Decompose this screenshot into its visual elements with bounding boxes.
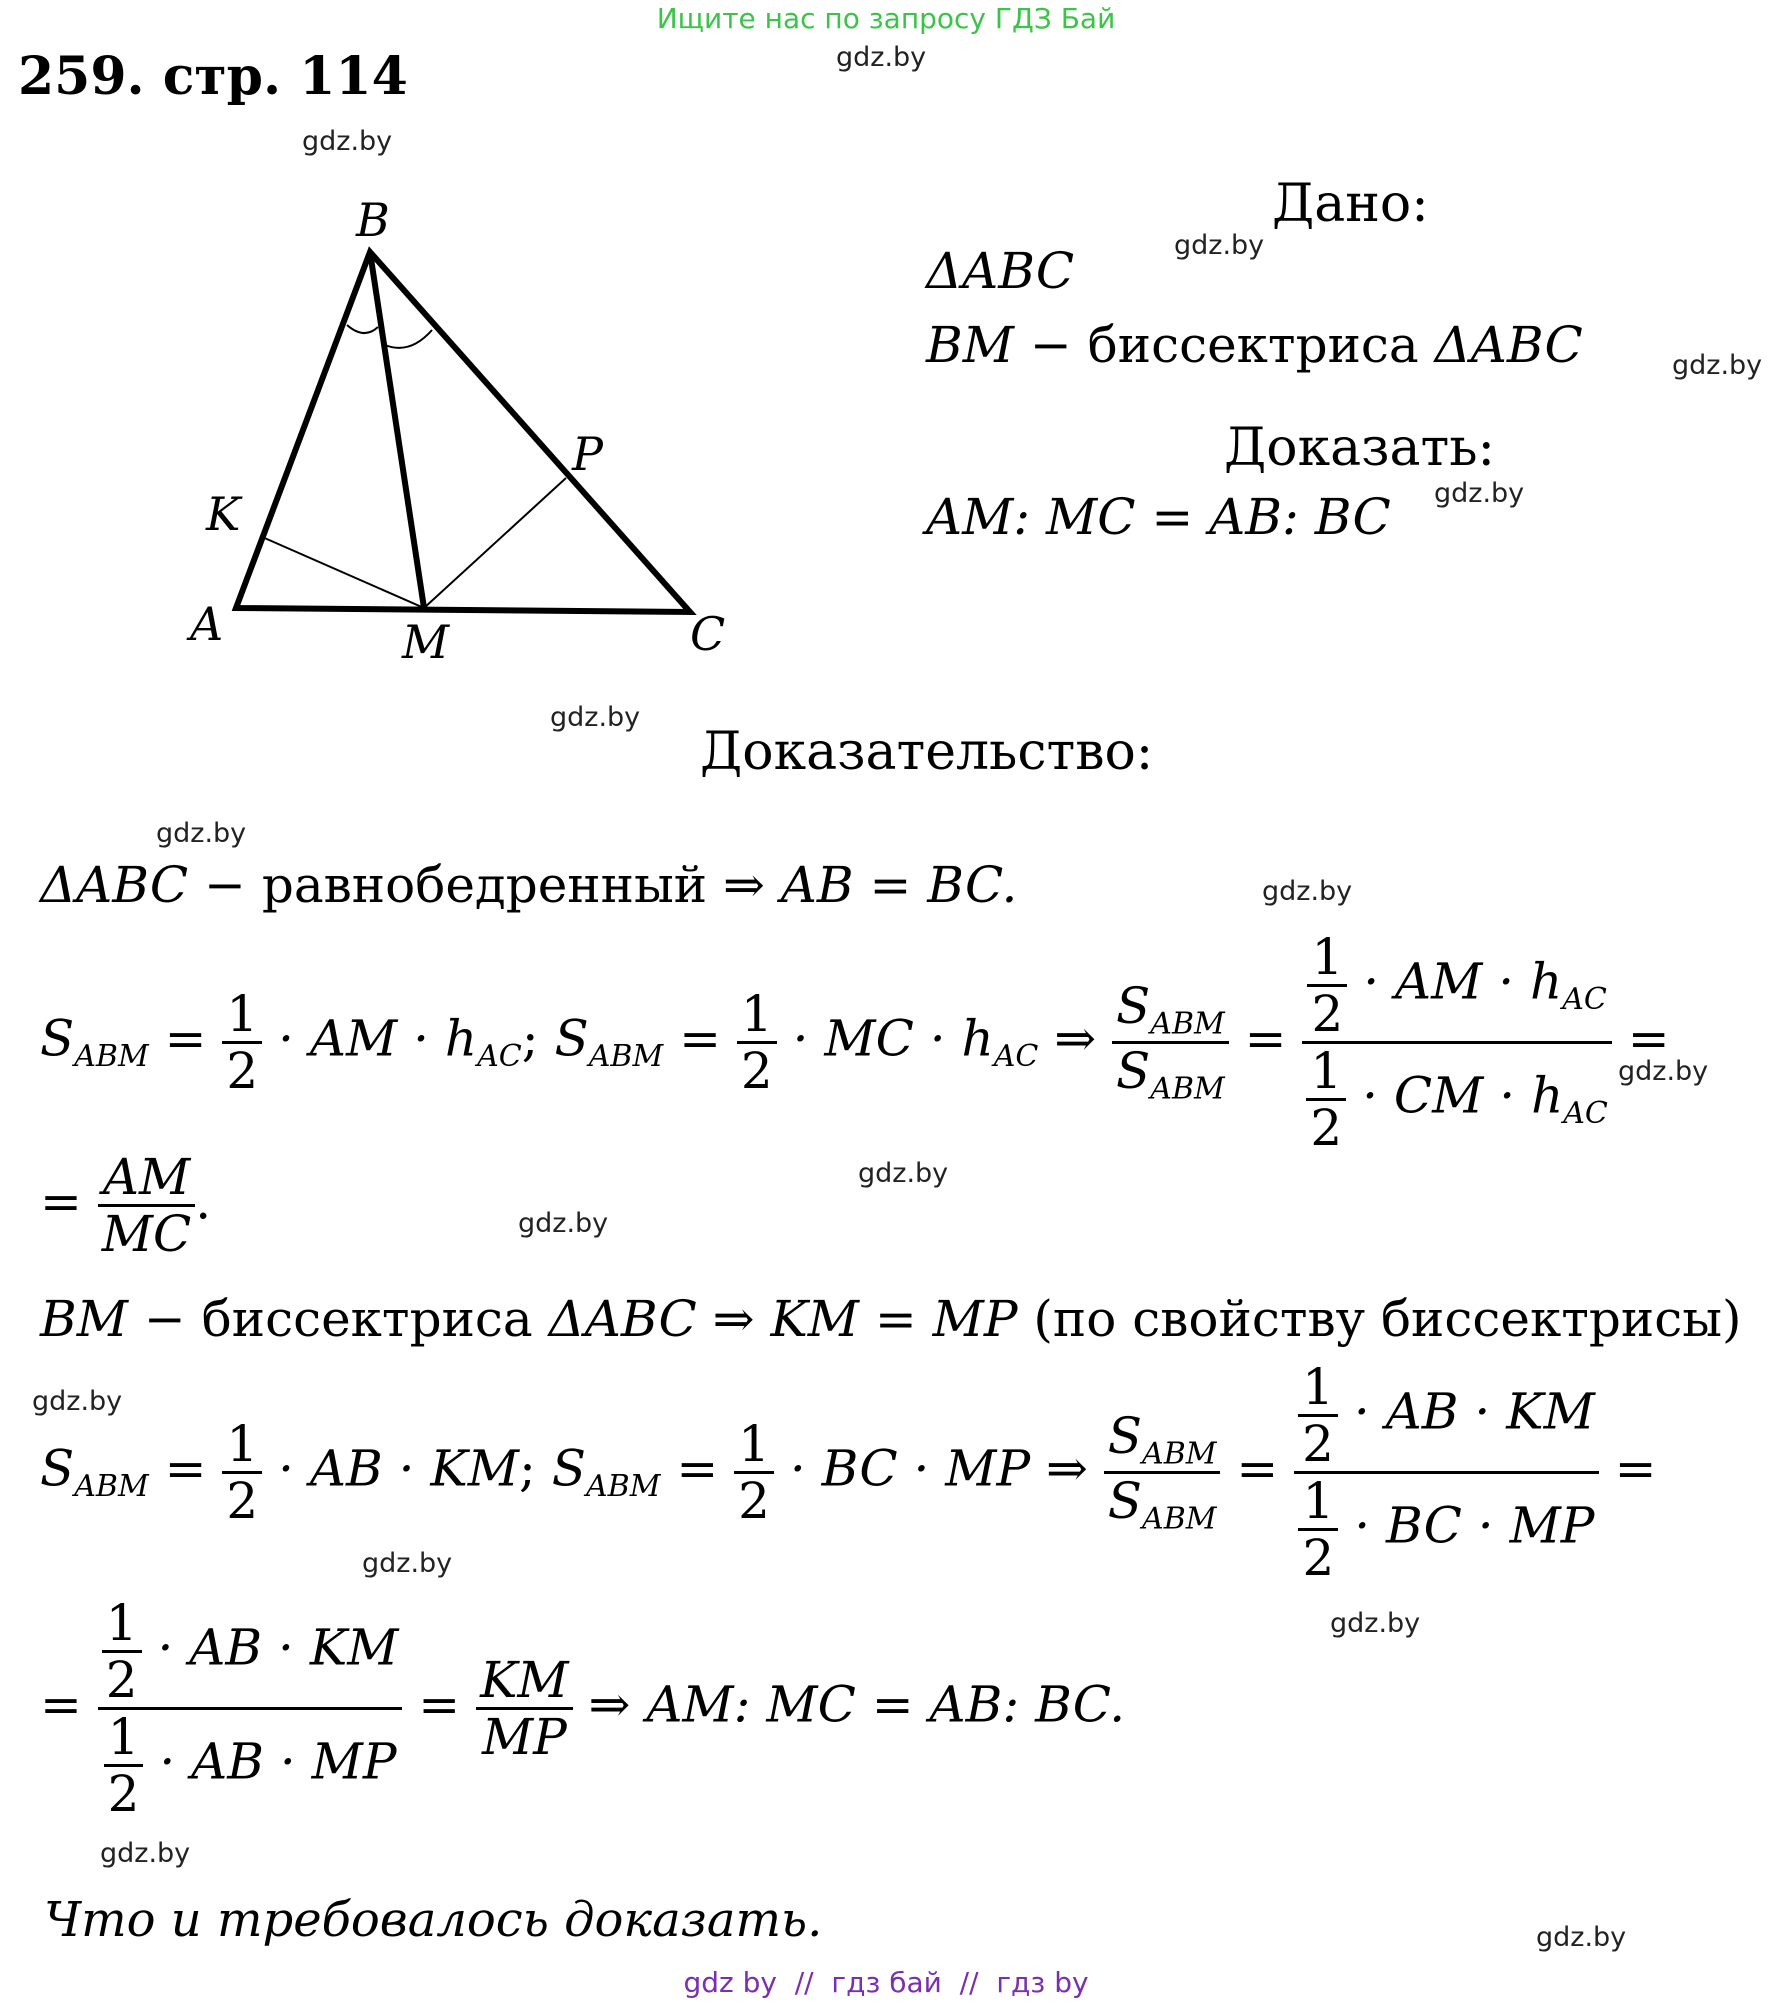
equals: = — [1598, 1439, 1657, 1498]
watermark: gdz.by — [1672, 350, 1763, 381]
implies: ⇒ — [1038, 1009, 1113, 1068]
equals: = — [1228, 1009, 1303, 1068]
label-m: M — [402, 615, 450, 669]
watermark: gdz.by — [100, 1838, 191, 1869]
watermark: gdz.by — [836, 42, 927, 73]
final-equality: AM: MC = AB: BC. — [646, 1675, 1126, 1734]
term-bc-mp: · BC · MP — [789, 1439, 1031, 1498]
watermark: gdz.by — [1330, 1608, 1421, 1639]
fraction-numerator: $\frac{1}{2}$ · AB · KM — [98, 1596, 403, 1710]
height-symbol: h — [444, 1009, 478, 1068]
equals: = — [402, 1675, 477, 1734]
fraction-denominator: MC — [101, 1205, 192, 1263]
area-symbol: S — [554, 1009, 589, 1068]
area-symbol: S — [551, 1439, 587, 1498]
given-heading: Дано: — [1272, 174, 1429, 234]
fraction-denominator: 2 — [738, 1472, 770, 1530]
area-subscript: ABM — [586, 1469, 661, 1504]
label-b: B — [356, 193, 390, 247]
equals: = — [660, 1439, 735, 1498]
triangle-abc — [236, 252, 690, 612]
expanded-ratio — [1294, 1360, 1599, 1585]
term-ab-km: · AB · KM — [278, 1439, 519, 1498]
bisector-text: − биссектриса — [127, 1290, 549, 1348]
area-symbol: S — [40, 1439, 75, 1498]
proof-line-1 — [40, 856, 1017, 914]
equals: = — [40, 1675, 98, 1734]
implies: ⇒ — [1030, 1439, 1104, 1498]
given-triangle: ΔABC — [1434, 316, 1583, 374]
area-subscript: ABM — [588, 1039, 664, 1074]
triangle-figure — [0, 0, 760, 700]
isosceles-text: − равнобедренный ⇒ — [188, 856, 781, 914]
conclusion: Что и требовалось доказать. — [44, 1892, 823, 1948]
height-subscript: AC — [993, 1039, 1039, 1074]
equals: = — [1611, 1009, 1670, 1068]
watermark: gdz.by — [1174, 230, 1265, 261]
watermark: gdz.by — [1536, 1922, 1627, 1953]
given-segment: BM — [926, 316, 1014, 374]
footer-links[interactable]: gdz by // гдз бай // гдз by — [683, 1966, 1089, 1999]
period: . — [195, 1172, 212, 1231]
proof-line-4 — [40, 1290, 1742, 1348]
label-k: K — [206, 487, 241, 541]
height-symbol: h — [961, 1009, 994, 1068]
watermark: gdz.by — [1262, 876, 1353, 907]
term-am: · AM · — [278, 1009, 445, 1068]
fraction-half — [222, 1417, 262, 1528]
perpendicular-km — [260, 536, 424, 608]
fraction-denominator: 2 — [226, 1472, 259, 1530]
watermark: gdz.by — [362, 1548, 453, 1579]
fraction-numerator: $\frac{1}{2}$ · AM · $h_{AC}$ — [1302, 930, 1611, 1044]
area-symbol: S — [40, 1009, 75, 1068]
fraction-denominator: $\frac{1}{2}$ · BC · MP — [1294, 1474, 1599, 1585]
proof-line-6 — [40, 1596, 1125, 1821]
fraction-denominator: MP — [481, 1708, 567, 1766]
watermark: gdz.by — [858, 1158, 949, 1189]
fraction-numerator: $\frac{1}{2}$ · AB · KM — [1294, 1360, 1599, 1474]
equals: = — [148, 1439, 223, 1498]
implies: ⇒ — [572, 1675, 647, 1734]
semicolon: ; — [518, 1439, 536, 1498]
equals: = — [148, 1009, 223, 1068]
proof-line-3 — [40, 1150, 211, 1261]
ratio-km-mp — [476, 1653, 573, 1764]
fraction-numerator: AM — [98, 1150, 195, 1207]
watermark: gdz.by — [518, 1208, 609, 1239]
angle-arc-mbc — [385, 330, 432, 348]
label-c: C — [690, 607, 726, 661]
implies: ⇒ — [696, 1290, 771, 1348]
watermark: gdz.by — [32, 1386, 123, 1417]
fraction-numerator: 1 — [737, 987, 777, 1044]
fraction-denominator: $\frac{1}{2}$ · CM · $h_{AC}$ — [1302, 1044, 1611, 1155]
semicolon: ; — [521, 1009, 539, 1068]
triangle-abc-text: ΔABC — [548, 1290, 697, 1348]
height-subscript: AC — [477, 1039, 522, 1074]
watermark: gdz.by — [550, 702, 641, 733]
equals: = — [1220, 1439, 1295, 1498]
perpendicular-mp — [424, 478, 566, 608]
ratio-am-mc — [98, 1150, 195, 1261]
area-subscript: ABM — [74, 1039, 149, 1074]
watermark: gdz.by — [1618, 1056, 1709, 1087]
fraction-half — [737, 987, 777, 1098]
fraction-denominator: $\frac{1}{2}$ · AB · MP — [98, 1710, 403, 1821]
given-line-1: ΔABC — [926, 242, 1075, 300]
fraction-numerator: KM — [476, 1653, 573, 1710]
watermark: gdz.by — [1434, 478, 1525, 509]
proof-line-2 — [40, 930, 1670, 1155]
prove-heading: Доказать: — [1224, 418, 1496, 478]
fraction-half — [222, 987, 262, 1098]
fraction-denominator: 2 — [740, 1042, 773, 1100]
area-ratio — [1104, 1409, 1221, 1536]
fraction-numerator: $S_{ABM}$ — [1104, 1409, 1221, 1474]
equals: = — [40, 1172, 98, 1231]
triangle-abc-text: ΔABC — [40, 856, 189, 914]
fraction-denominator: $S_{ABM}$ — [1116, 1042, 1225, 1107]
term-mc: · MC · — [792, 1009, 962, 1068]
equality-ab-bc: AB = BC. — [780, 856, 1018, 914]
area-ratio — [1112, 979, 1229, 1106]
equals: = — [663, 1009, 737, 1068]
promo-banner[interactable]: Ищите нас по запросу ГДЗ Бай — [656, 2, 1116, 35]
equality-km-mp: KM = MP — [770, 1290, 1018, 1348]
proof-line-5 — [40, 1360, 1657, 1585]
watermark: gdz.by — [156, 818, 247, 849]
angle-arc-abm — [347, 325, 378, 333]
fraction-numerator: 1 — [222, 1417, 262, 1474]
fraction-numerator: 1 — [222, 987, 262, 1044]
label-p: P — [572, 427, 603, 481]
fraction-numerator: 1 — [734, 1417, 774, 1474]
fraction-numerator: $S_{ABM}$ — [1112, 979, 1229, 1044]
given-text: − биссектриса — [1013, 316, 1435, 374]
task-title: 259. стр. 114 — [18, 46, 408, 107]
area-subscript: ABM — [74, 1469, 149, 1504]
expanded-ratio — [1302, 930, 1611, 1155]
fraction-half — [734, 1417, 774, 1528]
expanded-ratio — [98, 1596, 403, 1821]
given-line-2 — [926, 316, 1583, 374]
watermark: gdz.by — [302, 126, 393, 157]
label-a: A — [190, 597, 224, 651]
proof-heading: Доказательство: — [700, 722, 1154, 782]
segment-bm: BM — [40, 1290, 128, 1348]
fraction-denominator: 2 — [226, 1042, 259, 1100]
bisector-property-note: (по свойству биссектрисы) — [1017, 1290, 1742, 1348]
fraction-denominator: $S_{ABM}$ — [1107, 1472, 1217, 1537]
prove-statement: AM: MC = AB: BC — [926, 488, 1391, 546]
